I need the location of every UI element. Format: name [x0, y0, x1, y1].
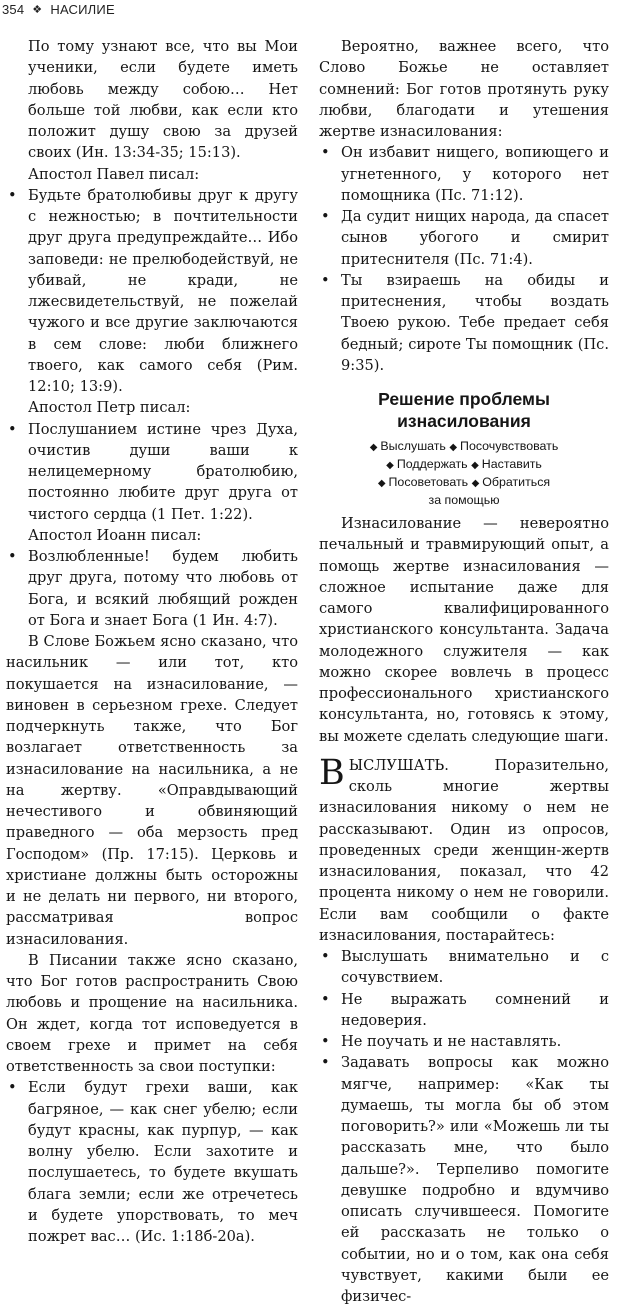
diamond-icon: ◆ — [377, 478, 386, 489]
bullet-icon: • — [321, 208, 330, 225]
running-header — [2, 0, 115, 18]
psalm-list — [319, 142, 609, 376]
bullet-icon: • — [8, 1079, 17, 1097]
gospel-quote: По тому узнают все, что вы Мои ученики, если будете иметь любовь между собою… Нет больше той любви, как если кто положит душу свою за друзей своих (Ин. 13:34-35; 15:13). — [28, 38, 298, 162]
list-item: • Возлюбленные! будем любить друг друга, потому что любовь от Бога, и всякий любящий рожден от Бога и знает Бога (1 Ин. 4:7). — [8, 548, 298, 629]
john-list — [6, 546, 298, 631]
listen-paragraph — [319, 752, 609, 946]
paul-intro: Апостол Павел писал: — [28, 165, 200, 183]
list-item: • Будьте братолюбивы друг к другу с нежностью; в почтительности друг друга предупреждайте… Ибо заповеди: не прелюбодействуй, не убивай, не кради, не лжесвидетельствуй, не пожелай чужого и все другие заключаются в сем слове: люби ближнего твоего, как самого себя (Рим. 12:10; 13:9). — [8, 186, 298, 395]
bullet-icon: • — [8, 420, 17, 438]
paragraph: Изнасилование — невероятно печальный и травмирующий опыт, а помощь жертве изнасилования — сложное испытание даже для самого квалифицированного христианского консультанта. Задача молодежного служителя — как можно скорее вовлечь в процесс профессионального христианского консультанта, но, готовясь к этому, вы можете сделать следующие шаги. — [319, 515, 609, 745]
john-intro: Апостол Иоанн писал: — [28, 526, 202, 544]
paul-list — [6, 185, 298, 398]
section-title: Решение проблемы изнасилования — [378, 389, 550, 431]
bullet-icon: • — [321, 144, 330, 162]
list-item: • Задавать вопросы как можно мягче, например: «Как ты думаешь, ты могла бы об этом поговорить?» или «Можешь ли ты рассказать мне, что было дальше?». Терпеливо помогите девушке подробно и вдумчиво описать случившееся. Помогите ей рассказать не только о событии, но и о том, как она себя чувствует, какими были ее физичес- — [321, 1054, 609, 1305]
list-item: • Он избавит нищего, вопиющего и угнетенного, у которого нет помощника (Пс. 71:12). — [321, 144, 609, 204]
step-label: Поддержать — [396, 457, 468, 471]
bullet-icon: • — [8, 548, 17, 565]
section-name: НАСИЛИЕ — [50, 1, 115, 17]
step-label: Наставить — [481, 457, 542, 471]
listen-list — [319, 946, 609, 1307]
paragraph: Вероятно, важнее всего, что Слово Божье не оставляет сомнений: Бог готов протянуть руку любви, благодати и утешения жертве изнасилования: — [319, 38, 609, 140]
drop-cap: В — [319, 752, 345, 793]
paragraph: В Слове Божьем ясно сказано, что насильник — или тот, кто покушается на изнасилование, — виновен в серьезном грехе. Следует подчеркнуть также, что Бог возлагает ответственность за изнасилование на насильника, а не на жертву. «Оправдывающий нечестивого и обвиняющий праведного — оба мерзость пред Господом» (Пр. 17:15). Церковь и христиане должны быть осторожны и не делать ни первого, ни второго, рассматривая вопрос изнасилования. — [6, 633, 298, 948]
step-label: Посочувствовать — [460, 439, 559, 453]
bullet-icon: • — [321, 1054, 330, 1072]
bullet-icon: • — [321, 1033, 330, 1050]
list-item: • Если будут грехи ваши, как багряное, — как снег убелю; если будут красны, как пурпур, — как волну убелю. Если захотите и послушаетесь, то будете вкушать блага земли; если же отречетесь и будете упорствовать, то меч пожрет вас… (Ис. 1:18б-20а). — [8, 1079, 298, 1245]
step-label: за помощью — [428, 493, 500, 507]
step-label: Выслушать — [380, 439, 446, 453]
lead-word: ЫСЛУШАТЬ. — [348, 756, 449, 774]
step-label: Обратиться — [482, 475, 551, 489]
page-number: 354 — [2, 1, 25, 17]
steps-list — [319, 438, 609, 509]
diamond-icon: ◆ — [386, 460, 394, 471]
diamond-icon: ◆ — [369, 442, 378, 453]
bullet-icon: • — [321, 948, 330, 965]
isaiah-list — [6, 1077, 298, 1247]
diamond-icon: ◆ — [449, 442, 458, 453]
peter-intro: Апостол Петр писал: — [28, 399, 191, 417]
right-column — [319, 36, 609, 1307]
bullet-icon: • — [321, 271, 330, 289]
bullet-icon: • — [8, 186, 17, 204]
left-column — [6, 36, 298, 1247]
diamond-icon: ◆ — [471, 460, 479, 471]
list-item: • Выслушать внимательно и с сочувствием. — [321, 948, 609, 987]
peter-list — [6, 419, 298, 525]
bullet-icon: • — [321, 990, 330, 1008]
diamond-icon: ◆ — [471, 478, 480, 489]
list-item: • Да судит нищих народа, да спасет сынов убогого и смирит притеснителя (Пс. 71:4). — [321, 208, 609, 268]
ornament-icon: ❖ — [32, 3, 43, 16]
list-item: • Не поучать и не наставлять. — [319, 1031, 609, 1052]
list-item: • Послушанием истине чрез Духа, очистив души ваши к нелицемерному братолюбию, постоянно любите друг друга от чистого сердца (1 Пет. 1:22). — [8, 420, 298, 523]
step-label: Посоветовать — [388, 475, 469, 489]
list-item: • Ты взираешь на обиды и притеснения, чтобы воздать Твоею рукою. Тебе предает себя бедный; сироте Ты помощник (Пс. 9:35). — [321, 271, 609, 374]
paragraph: В Писании также ясно сказано, что Бог готов распространить Свою любовь и прощение на насильника. Он ждет, когда тот исповедуется в своем грехе и примет на себя ответственность за свои поступки: — [6, 951, 298, 1075]
paragraph-text: Поразительно, сколь многие жертвы изнасилования никому о нем не рассказывают. Один из опросов, проведенных среди женщин-жертв изнасилования, показал, что 42 процента никому о нем не говорили. Если вам сообщили о факте изнасилования, постарайтесь: — [319, 756, 609, 944]
list-item: • Не выражать сомнений и недоверия. — [321, 990, 609, 1029]
